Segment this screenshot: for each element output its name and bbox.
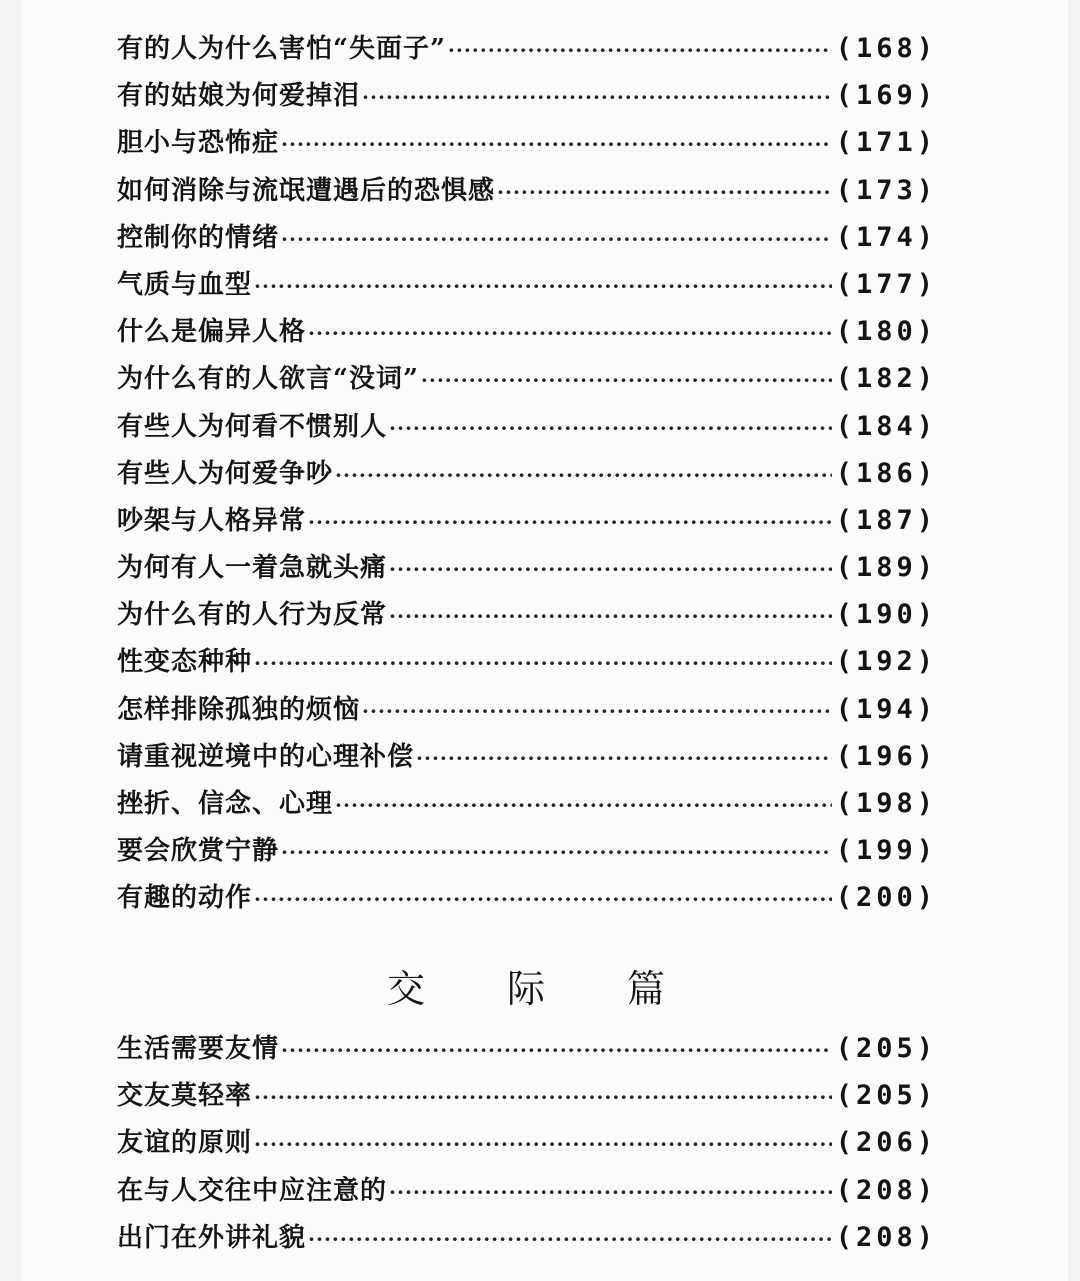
dot-leader — [308, 321, 832, 345]
toc-entry-page: (192) — [835, 646, 937, 678]
toc-entry-page: (200) — [835, 882, 937, 914]
toc-entry-page: (189) — [835, 552, 937, 584]
toc-entry — [117, 1075, 937, 1122]
toc-entry-title: 性变态种种 — [117, 647, 253, 678]
toc-entry-page: (186) — [835, 457, 937, 489]
dot-leader — [362, 85, 832, 109]
toc-entry — [117, 1028, 937, 1075]
dot-leader — [254, 887, 832, 911]
toc-entry-title: 在与人交往中应注意的 — [117, 1175, 388, 1206]
toc-entry — [117, 1170, 937, 1217]
toc-entry-title: 有些人为何爱争吵 — [117, 458, 334, 489]
dot-leader — [416, 746, 832, 770]
toc-entry — [117, 689, 937, 736]
toc-entry-title: 友谊的原则 — [117, 1128, 253, 1159]
toc-entry — [117, 500, 937, 547]
toc-entry — [117, 736, 937, 783]
dot-leader — [254, 1132, 832, 1156]
toc-entry-page: (168) — [835, 33, 937, 64]
dot-leader — [281, 1038, 832, 1062]
toc-entry-page: (205) — [835, 1080, 937, 1112]
toc-entry-page: (194) — [835, 693, 937, 725]
toc-entry-page: (208) — [835, 1221, 937, 1253]
toc-entry — [117, 75, 937, 122]
dot-leader — [389, 557, 832, 581]
dot-leader — [389, 1180, 832, 1204]
dot-leader — [308, 1227, 832, 1251]
toc-list-social — [117, 1028, 937, 1264]
dot-leader — [281, 840, 832, 864]
toc-entry-title: 生活需要友情 — [117, 1034, 280, 1064]
toc-entry-page: (199) — [835, 835, 937, 867]
dot-leader — [335, 793, 832, 817]
toc-entry-title: 如何消除与流氓遭遇后的恐惧感 — [117, 175, 496, 206]
toc-entry-title: 出门在外讲礼貌 — [117, 1222, 307, 1253]
toc-entry-page: (171) — [835, 127, 937, 159]
section-heading: 交际篇 — [387, 967, 748, 1011]
dot-leader — [335, 463, 832, 487]
toc-entry-page: (187) — [835, 504, 937, 536]
toc-entry-page: (177) — [835, 268, 937, 300]
toc-entry — [117, 453, 937, 500]
toc-entry-title: 吵架与人格异常 — [117, 505, 307, 536]
toc-entry-page: (180) — [835, 316, 937, 348]
dot-leader — [254, 274, 832, 298]
dot-leader — [254, 1085, 832, 1109]
toc-entry-page: (190) — [835, 599, 937, 631]
toc-entry-title: 什么是偏异人格 — [117, 317, 307, 348]
toc-entry-page: (173) — [835, 174, 937, 206]
dot-leader — [389, 604, 832, 628]
toc-entry-page: (198) — [835, 788, 937, 819]
toc-entry-title: 为什么有的人欲言“没词” — [117, 364, 419, 395]
toc-entry-title: 为何有人一着急就头痛 — [117, 553, 388, 584]
toc-entry-title: 怎样排除孤独的烦恼 — [117, 694, 361, 725]
toc-entry-page: (182) — [835, 363, 937, 395]
toc-entry-title: 交友莫轻率 — [117, 1081, 253, 1112]
toc-entry — [117, 641, 937, 688]
toc-entry — [117, 217, 937, 264]
toc-entry — [117, 170, 937, 217]
toc-entry — [117, 594, 937, 641]
dot-leader — [308, 510, 832, 534]
dot-leader — [421, 368, 832, 392]
toc-entry-title: 挫折、信念、心理 — [117, 789, 334, 819]
toc-entry-page: (208) — [835, 1174, 937, 1206]
toc-entry-page: (206) — [835, 1127, 937, 1159]
toc-entry-title: 要会欣赏宁静 — [117, 836, 280, 867]
toc-entry-title: 有些人为何看不惯别人 — [117, 411, 388, 442]
dot-leader — [254, 651, 832, 675]
toc-entry-page: (205) — [835, 1033, 937, 1064]
toc-entry-title: 为什么有的人行为反常 — [117, 600, 388, 631]
toc-entry-title: 有的姑娘为何爱掉泪 — [117, 81, 361, 112]
toc-entry-page: (184) — [835, 410, 937, 442]
toc-entry — [117, 783, 937, 830]
toc-entry — [117, 547, 937, 594]
toc-entry-page: (174) — [835, 221, 937, 253]
toc-entry — [117, 877, 937, 924]
toc-entry — [117, 311, 937, 358]
dot-leader — [389, 416, 832, 440]
toc-entry — [117, 1217, 937, 1264]
toc-entry — [117, 830, 937, 877]
dot-leader — [448, 38, 832, 62]
toc-entry-page: (196) — [835, 740, 937, 772]
dot-leader — [362, 699, 832, 723]
toc-entry — [117, 358, 937, 405]
toc-entry — [117, 1122, 937, 1169]
dot-leader — [497, 180, 832, 204]
dot-leader — [281, 132, 832, 156]
toc-entry-page: (169) — [835, 80, 937, 112]
toc-entry-title: 有趣的动作 — [117, 883, 253, 914]
toc-entry — [117, 406, 937, 453]
toc-entry-title: 气质与血型 — [117, 269, 253, 300]
toc-list-psychology — [117, 28, 937, 925]
toc-entry — [117, 264, 937, 311]
toc-entry-title: 控制你的情绪 — [117, 222, 280, 253]
book-page — [22, 0, 1068, 1281]
toc-entry-title: 请重视逆境中的心理补偿 — [117, 741, 415, 772]
toc-entry-title: 胆小与恐怖症 — [117, 128, 280, 159]
toc-entry — [117, 28, 937, 75]
dot-leader — [281, 227, 832, 251]
toc-entry-title: 有的人为什么害怕“失面子” — [117, 34, 446, 64]
toc-entry — [117, 122, 937, 169]
